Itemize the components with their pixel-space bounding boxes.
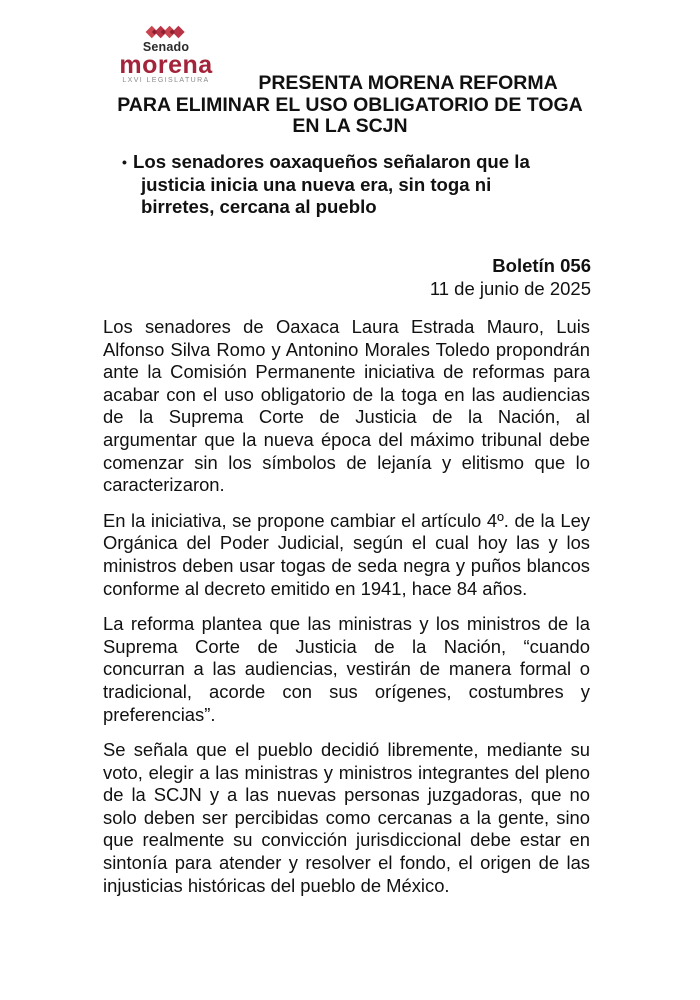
logo-chamber-text: Senado [142, 40, 190, 54]
paragraph-4: Se señala que el pueblo decidió libremente, mediante su voto, elegir a las ministras y ministros integrantes del pleno de la SCJN y a las nuevas personas juzgadoras, que no solo deben ser percibidas como cercanas a la gente, sino que realmente su convicción jurisdiccional debe estar en sintonía para atender y resolver el fondo, el origen de las injusticias históricas del pueblo de México. [103, 739, 590, 896]
logo-legislature-text: LXVI LEGISLATURA [122, 77, 210, 84]
title-line-3: EN LA SCJN [292, 115, 408, 137]
paragraph-3: La reforma plantea que las ministras y los ministros de la Suprema Corte de Justicia de la Nación, “cuando concurran a las audiencias, vestirán de manera formal o tradicional, acorde con sus orígenes, costumbres y preferencias”. [103, 613, 590, 725]
bulletin-info [430, 255, 591, 300]
highlight-line-3: birretes, cercana al pueblo [141, 196, 377, 217]
paragraph-1: Los senadores de Oaxaca Laura Estrada Mauro, Luis Alfonso Silva Romo y Antonino Morales Toledo propondrán ante la Comisión Permanente iniciativa de reformas para acabar con el uso obligatorio de la toga en las audiencias de la Suprema Corte de Justicia de la Nación, al argumentar que la nueva época del máximo tribunal debe comenzar sin los símbolos de lejanía y elitismo que lo caracterizaron. [103, 316, 590, 496]
article-body [103, 316, 590, 910]
paragraph-2: En la iniciativa, se propone cambiar el artículo 4º. de la Ley Orgánica del Poder Judicial, según el cual hoy las y los ministros deben usar togas de seda negra y puños blancos conforme al decreto emitido en 1941, hace 84 años. [103, 509, 590, 599]
diamonds-icon [141, 24, 191, 40]
highlight-line-2: justicia inicia una nueva era, sin toga ni [141, 173, 492, 195]
bullet-icon: • [122, 154, 127, 170]
page-title [100, 73, 600, 138]
highlight-line-1: Los senadores oaxaqueños señalaron que la [133, 151, 530, 172]
bulletin-date: 11 de junio de 2025 [429, 277, 591, 299]
highlight-bullet [122, 151, 592, 219]
bulletin-number: Boletín 056 [492, 255, 591, 276]
logo-party-text: morena [119, 51, 213, 79]
title-line-2: PARA ELIMINAR EL USO OBLIGATORIO DE TOGA [117, 93, 583, 116]
title-line-1: PRESENTA MORENA REFORMA [258, 72, 558, 94]
highlight-text [122, 151, 592, 219]
